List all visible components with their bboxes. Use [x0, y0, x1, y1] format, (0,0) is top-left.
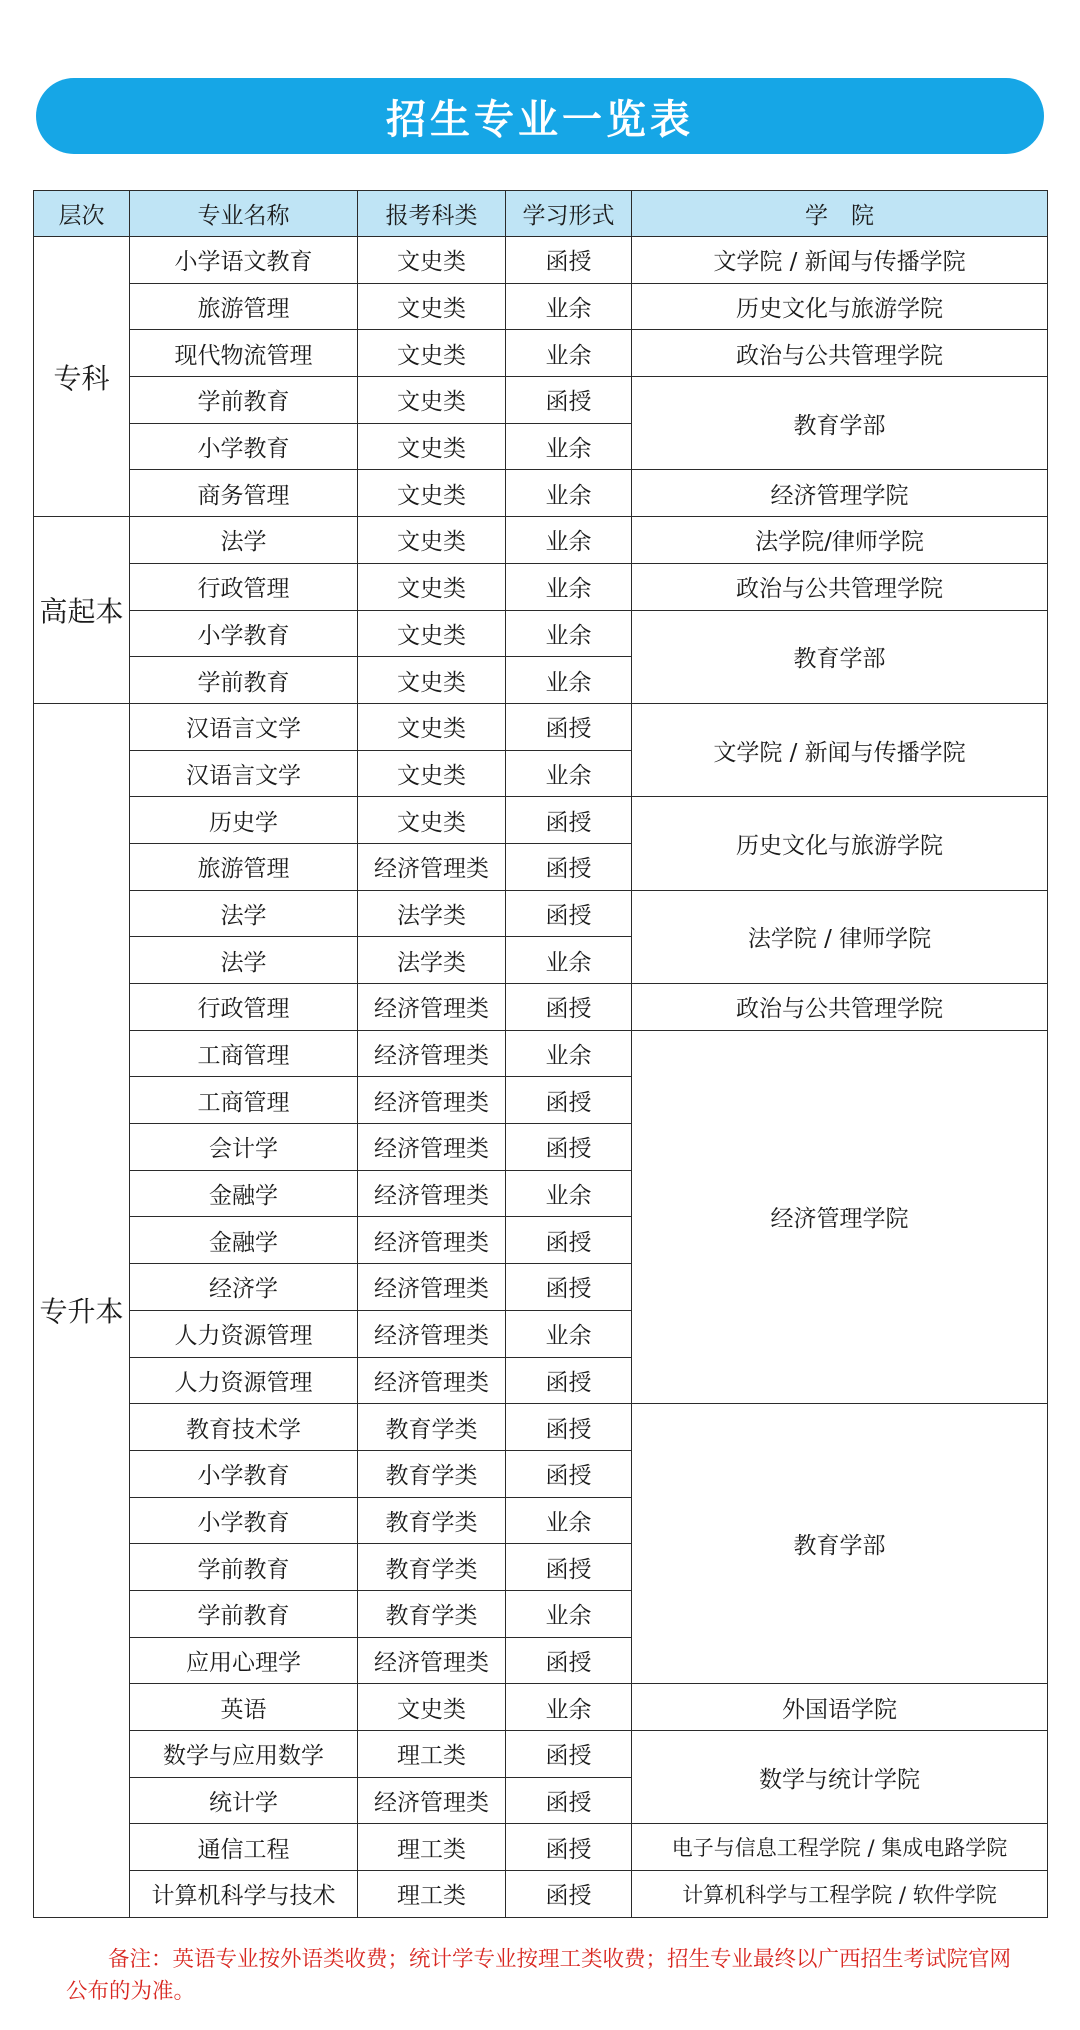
major-cell: 旅游管理 [130, 843, 358, 890]
study-mode-cell: 业余 [506, 1497, 632, 1544]
study-mode-cell: 业余 [506, 330, 632, 377]
level-cell: 专科 [34, 237, 130, 517]
study-mode-cell: 函授 [506, 237, 632, 284]
category-cell: 法学类 [358, 890, 506, 937]
study-mode-cell: 业余 [506, 610, 632, 657]
table-row [34, 377, 1048, 424]
major-cell: 行政管理 [130, 984, 358, 1031]
major-cell: 学前教育 [130, 1544, 358, 1591]
table-row [34, 1824, 1048, 1871]
major-cell: 金融学 [130, 1170, 358, 1217]
major-cell: 英语 [130, 1684, 358, 1731]
college-cell: 经济管理学院 [632, 1030, 1048, 1404]
category-cell: 经济管理类 [358, 1170, 506, 1217]
header-major: 专业名称 [130, 191, 358, 237]
table-row [34, 517, 1048, 564]
major-cell: 法学 [130, 937, 358, 984]
table-row [34, 1731, 1048, 1778]
study-mode-cell: 业余 [506, 563, 632, 610]
category-cell: 文史类 [358, 1684, 506, 1731]
college-cell: 政治与公共管理学院 [632, 330, 1048, 377]
college-cell: 文学院 / 新闻与传播学院 [632, 237, 1048, 284]
study-mode-cell: 业余 [506, 423, 632, 470]
header-college: 学 院 [632, 191, 1048, 237]
major-cell: 学前教育 [130, 1590, 358, 1637]
category-cell: 经济管理类 [358, 984, 506, 1031]
category-cell: 教育学类 [358, 1404, 506, 1451]
college-cell: 政治与公共管理学院 [632, 563, 1048, 610]
major-cell: 法学 [130, 890, 358, 937]
table-row [34, 797, 1048, 844]
major-cell: 人力资源管理 [130, 1357, 358, 1404]
major-cell: 小学教育 [130, 1450, 358, 1497]
study-mode-cell: 业余 [506, 750, 632, 797]
major-cell: 工商管理 [130, 1030, 358, 1077]
major-cell: 法学 [130, 517, 358, 564]
table-header-row [34, 191, 1048, 237]
category-cell: 文史类 [358, 377, 506, 424]
major-cell: 经济学 [130, 1264, 358, 1311]
category-cell: 文史类 [358, 563, 506, 610]
college-cell: 教育学部 [632, 377, 1048, 470]
table-row [34, 283, 1048, 330]
header-level: 层次 [34, 191, 130, 237]
table-row [34, 890, 1048, 937]
table-row [34, 330, 1048, 377]
majors-table [33, 190, 1048, 1918]
major-cell: 小学语文教育 [130, 237, 358, 284]
study-mode-cell: 函授 [506, 377, 632, 424]
study-mode-cell: 函授 [506, 984, 632, 1031]
category-cell: 经济管理类 [358, 1030, 506, 1077]
category-cell: 经济管理类 [358, 1077, 506, 1124]
footnote: 备注：英语专业按外语类收费；统计学专业按理工类收费；招生专业最终以广西招生考试院官网公布的为准。 [66, 1947, 1012, 2004]
college-cell: 教育学部 [632, 1404, 1048, 1684]
category-cell: 文史类 [358, 283, 506, 330]
study-mode-cell: 函授 [506, 1124, 632, 1171]
table-row [34, 984, 1048, 1031]
study-mode-cell: 业余 [506, 1590, 632, 1637]
major-cell: 教育技术学 [130, 1404, 358, 1451]
header-study-mode: 学习形式 [506, 191, 632, 237]
major-cell: 汉语言文学 [130, 703, 358, 750]
study-mode-cell: 函授 [506, 703, 632, 750]
study-mode-cell: 函授 [506, 1871, 632, 1918]
category-cell: 教育学类 [358, 1590, 506, 1637]
table-row [34, 1871, 1048, 1918]
college-cell: 经济管理学院 [632, 470, 1048, 517]
category-cell: 文史类 [358, 750, 506, 797]
category-cell: 教育学类 [358, 1544, 506, 1591]
major-cell: 通信工程 [130, 1824, 358, 1871]
title-banner [36, 78, 1044, 154]
study-mode-cell: 函授 [506, 1404, 632, 1451]
table-row [34, 703, 1048, 750]
category-cell: 文史类 [358, 797, 506, 844]
category-cell: 理工类 [358, 1824, 506, 1871]
college-cell: 教育学部 [632, 610, 1048, 703]
major-cell: 现代物流管理 [130, 330, 358, 377]
study-mode-cell: 函授 [506, 1264, 632, 1311]
college-cell: 政治与公共管理学院 [632, 984, 1048, 1031]
college-cell: 计算机科学与工程学院 / 软件学院 [632, 1871, 1048, 1918]
study-mode-cell: 业余 [506, 1170, 632, 1217]
study-mode-cell: 函授 [506, 1077, 632, 1124]
category-cell: 文史类 [358, 237, 506, 284]
study-mode-cell: 函授 [506, 1357, 632, 1404]
major-cell: 旅游管理 [130, 283, 358, 330]
category-cell: 理工类 [358, 1731, 506, 1778]
category-cell: 经济管理类 [358, 1357, 506, 1404]
college-cell: 外国语学院 [632, 1684, 1048, 1731]
table-row [34, 610, 1048, 657]
study-mode-cell: 业余 [506, 517, 632, 564]
table-row [34, 563, 1048, 610]
table-row [34, 1404, 1048, 1451]
major-cell: 会计学 [130, 1124, 358, 1171]
category-cell: 经济管理类 [358, 1637, 506, 1684]
study-mode-cell: 业余 [506, 1684, 632, 1731]
category-cell: 文史类 [358, 517, 506, 564]
major-cell: 汉语言文学 [130, 750, 358, 797]
college-cell: 法学院 / 律师学院 [632, 890, 1048, 983]
page-title: 招生专业一览表 [386, 96, 694, 143]
study-mode-cell: 业余 [506, 470, 632, 517]
category-cell: 经济管理类 [358, 1217, 506, 1264]
table-row [34, 1030, 1048, 1077]
major-cell: 小学教育 [130, 610, 358, 657]
category-cell: 经济管理类 [358, 1777, 506, 1824]
college-cell: 法学院/律师学院 [632, 517, 1048, 564]
major-cell: 学前教育 [130, 657, 358, 704]
study-mode-cell: 函授 [506, 797, 632, 844]
study-mode-cell: 业余 [506, 657, 632, 704]
header-category: 报考科类 [358, 191, 506, 237]
major-cell: 应用心理学 [130, 1637, 358, 1684]
category-cell: 文史类 [358, 330, 506, 377]
study-mode-cell: 函授 [506, 890, 632, 937]
major-cell: 人力资源管理 [130, 1310, 358, 1357]
college-cell: 文学院 / 新闻与传播学院 [632, 703, 1048, 796]
category-cell: 经济管理类 [358, 1124, 506, 1171]
category-cell: 理工类 [358, 1871, 506, 1918]
major-cell: 计算机科学与技术 [130, 1871, 358, 1918]
category-cell: 文史类 [358, 610, 506, 657]
study-mode-cell: 业余 [506, 1030, 632, 1077]
major-cell: 金融学 [130, 1217, 358, 1264]
study-mode-cell: 函授 [506, 1777, 632, 1824]
category-cell: 教育学类 [358, 1497, 506, 1544]
table-row [34, 1684, 1048, 1731]
study-mode-cell: 函授 [506, 1217, 632, 1264]
category-cell: 教育学类 [358, 1450, 506, 1497]
study-mode-cell: 函授 [506, 1731, 632, 1778]
category-cell: 经济管理类 [358, 843, 506, 890]
category-cell: 法学类 [358, 937, 506, 984]
table-row [34, 470, 1048, 517]
level-cell: 高起本 [34, 517, 130, 704]
major-cell: 商务管理 [130, 470, 358, 517]
category-cell: 文史类 [358, 423, 506, 470]
study-mode-cell: 业余 [506, 283, 632, 330]
category-cell: 文史类 [358, 657, 506, 704]
study-mode-cell: 函授 [506, 843, 632, 890]
major-cell: 历史学 [130, 797, 358, 844]
college-cell: 电子与信息工程学院 / 集成电路学院 [632, 1824, 1048, 1871]
major-cell: 统计学 [130, 1777, 358, 1824]
major-cell: 小学教育 [130, 1497, 358, 1544]
level-cell: 专升本 [34, 703, 130, 1917]
major-cell: 学前教育 [130, 377, 358, 424]
study-mode-cell: 函授 [506, 1637, 632, 1684]
study-mode-cell: 函授 [506, 1450, 632, 1497]
table-body [34, 237, 1048, 1918]
category-cell: 文史类 [358, 470, 506, 517]
major-cell: 数学与应用数学 [130, 1731, 358, 1778]
study-mode-cell: 函授 [506, 1824, 632, 1871]
major-cell: 行政管理 [130, 563, 358, 610]
major-cell: 工商管理 [130, 1077, 358, 1124]
major-cell: 小学教育 [130, 423, 358, 470]
college-cell: 历史文化与旅游学院 [632, 283, 1048, 330]
study-mode-cell: 业余 [506, 937, 632, 984]
college-cell: 历史文化与旅游学院 [632, 797, 1048, 890]
college-cell: 数学与统计学院 [632, 1731, 1048, 1824]
category-cell: 文史类 [358, 703, 506, 750]
table-row [34, 237, 1048, 284]
study-mode-cell: 业余 [506, 1310, 632, 1357]
category-cell: 经济管理类 [358, 1264, 506, 1311]
category-cell: 经济管理类 [358, 1310, 506, 1357]
study-mode-cell: 函授 [506, 1544, 632, 1591]
